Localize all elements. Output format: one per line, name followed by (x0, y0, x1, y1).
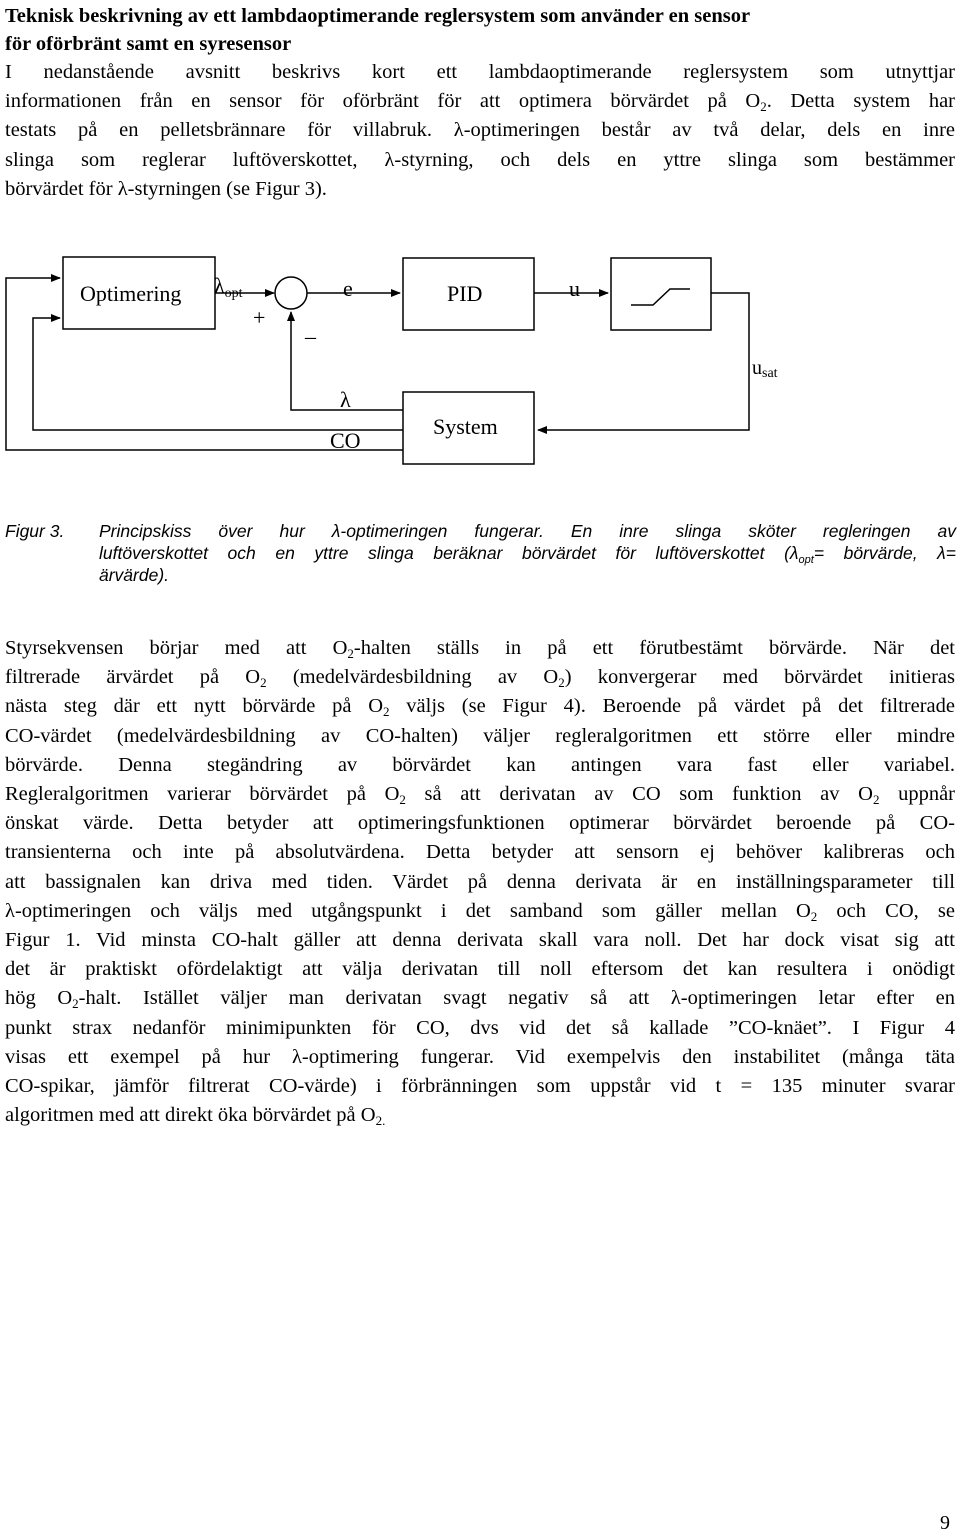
body-line-4: CO-värdet (medelvärdesbildning av CO-halten) väljer regleralgoritmen ett större eller mindre (5, 724, 955, 747)
lambda-opt-label: λopt (214, 273, 243, 301)
caption-line-2: luftöverskottet och en yttre slinga beräknar börvärdet för luftöverskottet ($\lambda_{opt}=$ börvärde, λ= (99, 543, 956, 566)
heading-line-2: för oförbränt samt en syresensor (5, 33, 292, 55)
body-line-1: Styrsekvensen börjar med att $O_2$-halten ställs in på ett förutbestämt börvärde. När det (5, 637, 955, 661)
co-label: CO (330, 428, 361, 453)
caption-line-1: Principskiss över hur λ-optimeringen fungerar. En inre slinga sköter regleringen av (99, 521, 956, 541)
saturation-icon (631, 289, 690, 305)
intro-line-5: börvärdet för λ-styrningen (se Figur 3). (5, 177, 327, 200)
saturation-block (611, 258, 711, 330)
body-line-15: visas ett exempel på hur λ-optimering fungerar. Vid exempelvis den instabilitet (många täta (5, 1045, 955, 1068)
pid-label: PID (447, 281, 483, 306)
body-line-2: filtrerade ärvärdet på $O_2$ (medelvärdesbildning av $O_2$) konvergerar med börvärdet initieras (5, 666, 955, 691)
body-paragraph (5, 634, 955, 1130)
body-line-10: λ-optimeringen och väljs med utgångspunkt i det samband som gäller mellan $O_2$ och CO, se (5, 899, 955, 924)
body-line-9: att bassignalen kan driva med tiden. Värdet på denna derivata är en inställningsparameter till (5, 870, 955, 893)
caption-text (99, 520, 956, 586)
body-line-3: nästa steg där ett nytt börvärde på $O_2$ väljs (se Figur 4). Beroende på värdet på det filtrerade (5, 695, 955, 720)
summing-junction (275, 277, 307, 309)
page-number: 9 (940, 1512, 950, 1534)
body-line-8: transienterna och inte på absolutvärdena. Detta betyder att sensorn ej behöver kalibreras och (5, 841, 955, 864)
control-block-diagram (0, 240, 960, 480)
section-heading (5, 2, 955, 58)
minus-sign: _ (305, 316, 316, 341)
body-line-5: börvärde. Denna stegändring av börvärdet kan antingen vara fast eller variabel. (5, 753, 955, 776)
intro-line-2: informationen från en sensor för oförbränt för att optimera börvärdet på $O_2$. Detta system har (5, 90, 956, 115)
caption-line-3: ärvärde). (99, 565, 170, 585)
u-label: u (569, 276, 580, 301)
body-line-16: CO-spikar, jämför filtrerat CO-värde) i förbränningen som uppstår vid t = 135 minuter svarar (5, 1075, 955, 1098)
usat-label: usat (752, 357, 778, 381)
body-line-7: önskat värde. Detta betyder att optimeringsfunktionen optimerar börvärdet beroende på CO- (5, 812, 955, 835)
body-line-17: algoritmen med att direkt öka börvärdet på $O_{2.}$ (5, 1104, 386, 1129)
plus-sign: + (253, 305, 266, 330)
error-label: e (343, 276, 353, 301)
intro-line-3: testats på en pelletsbrännare för villabruk. λ-optimeringen består av två delar, dels en inre (5, 119, 955, 142)
intro-line-1: I nedanstående avsnitt beskrivs kort ett lambdaoptimerande reglersystem som utnyttjar (5, 61, 955, 83)
system-label: System (433, 414, 498, 439)
body-line-11: Figur 1. Vid minsta CO-halt gäller att denna derivata skall vara noll. Det har dock visat sig att (5, 929, 955, 952)
lambda-label: λ (340, 387, 351, 412)
body-line-13: hög $O_2$-halt. Istället väljer man derivatan svagt negativ så att λ-optimeringen letar efter en (5, 987, 956, 1012)
body-line-6: Regleralgoritmen varierar börvärdet på $O_2$ så att derivatan av CO som funktion av $O_2$ uppnår (5, 783, 956, 808)
inner-loop-line (33, 318, 403, 430)
intro-line-4: slinga som reglerar luftöverskottet, λ-styrning, och dels en yttre slinga som bestämmer (5, 148, 955, 171)
body-line-14: punkt strax nedanför minimipunkten för CO, dvs vid det så kallade ”CO-knäet”. I Figur 4 (5, 1016, 955, 1039)
figure-number: Figur 3. (5, 521, 65, 541)
body-line-12: det är praktiskt ofördelaktigt att välja derivatan till noll eftersom det kan resultera i onödigt (5, 958, 955, 981)
co-feedback-line (6, 278, 403, 450)
heading-line-1: Teknisk beskrivning av ett lambdaoptimerande reglersystem som använder en sensor (5, 5, 751, 27)
intro-paragraph (5, 58, 955, 204)
optimering-label: Optimering (80, 281, 182, 306)
usat-feedback-line (538, 293, 749, 430)
